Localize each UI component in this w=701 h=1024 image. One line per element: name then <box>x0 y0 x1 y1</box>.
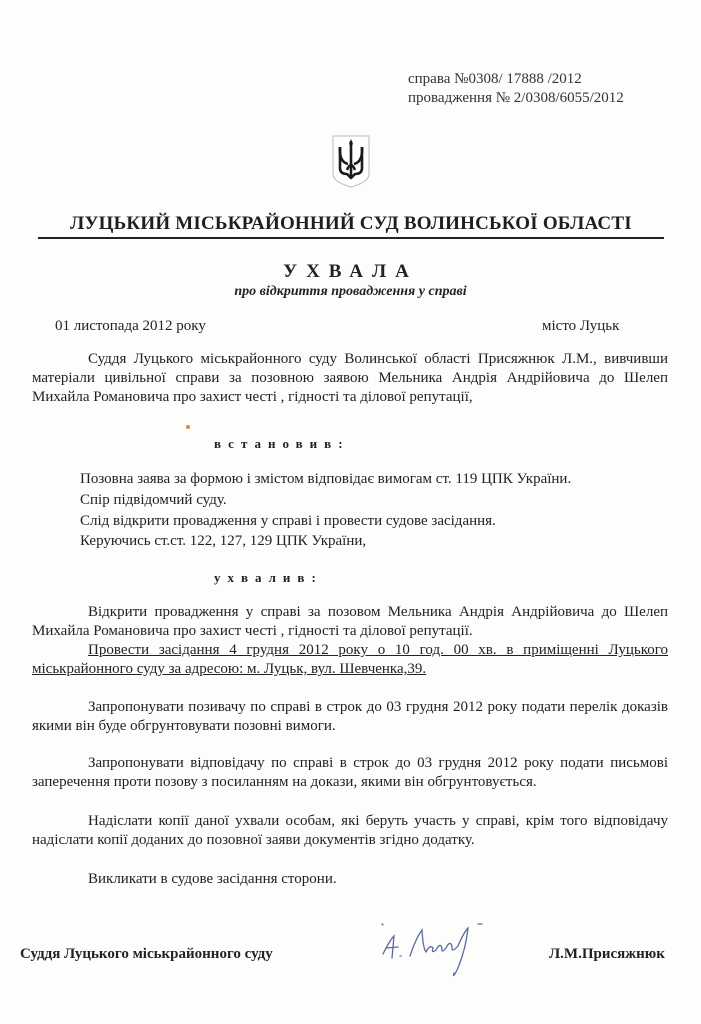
case-numbers <box>408 70 624 108</box>
hearing-text: Провести засідання 4 грудня 2012 року о 10 год. 00 хв. в приміщенні Луцького міськрайонного суду за адресою: м. Луцьк, вул. Шевченка,39. <box>32 642 668 677</box>
copies-text: Надіслати копії даної ухвали особам, які беруть участь у справі, крім того відповідачу надіслати копії доданих до позовної заяви документів згідно додатку. <box>32 813 668 848</box>
handwritten-signature <box>378 918 498 983</box>
document-subtitle: про відкриття провадження у справі <box>234 284 467 299</box>
established-line: Слід відкрити провадження у справі і провести судове засідання. <box>80 513 496 529</box>
trident-coat-of-arms-icon <box>331 134 371 189</box>
court-name: ЛУЦЬКИЙ МІСЬКРАЙОННИЙ СУД ВОЛИНСЬКОЇ ОБЛАСТІ <box>38 213 664 239</box>
ink-speck <box>186 425 190 429</box>
summon-paragraph <box>32 870 668 889</box>
plaintiff-text: Запропонувати позивачу по справі в строк до 03 грудня 2012 року подати перелік доказів якими він буде обгрунтовувати позовні вимоги. <box>32 699 668 734</box>
established-line: Позовна заява за формою і змістом відповідає вимогам ст. 119 ЦПК України. <box>80 471 572 487</box>
summon-text: Викликати в судове засідання сторони. <box>88 871 337 887</box>
ruled-heading: ухвалив: <box>214 570 323 585</box>
hearing-paragraph <box>32 641 668 679</box>
established-line: Керуючись ст.ст. 122, 127, 129 ЦПК України, <box>80 533 367 549</box>
judge-position: Суддя Луцького міськрайонного суду <box>20 946 273 962</box>
copies-paragraph <box>32 812 668 850</box>
defendant-paragraph <box>32 754 668 792</box>
document-city: місто Луцьк <box>542 318 620 334</box>
judge-name: Л.М.Присяжнюк <box>549 946 665 962</box>
established-heading: встановив: <box>214 436 350 451</box>
ruled-open-paragraph <box>32 603 668 641</box>
document-title: УХВАЛА <box>283 261 418 282</box>
document-date: 01 листопада 2012 року <box>55 318 206 334</box>
established-line: Спір підвідомчий суду. <box>80 492 227 508</box>
intro-text: Суддя Луцького міськрайонного суду Волинської області Присяжнюк Л.М., вивчивши матеріали цивільної справи за позовною заявою Мельника Андрія Андрійовича до Шелеп Михайла Романовича про захист честі , гідності та ділової репутації, <box>32 351 668 405</box>
intro-paragraph <box>32 350 668 407</box>
ruled-open-text: Відкрити провадження у справі за позовом Мельника Андрія Андрійовича до Шелеп Михайла Романовича про захист честі , гідності та ділової репутації. <box>32 604 668 639</box>
case-number: справа №0308/ 17888 /2012 <box>408 71 582 87</box>
plaintiff-paragraph <box>32 698 668 736</box>
proceeding-number: провадження № 2/0308/6055/2012 <box>408 90 624 106</box>
defendant-text: Запропонувати відповідачу по справі в строк до 03 грудня 2012 року подати письмові заперечення проти позову з посиланням на докази, якими він обгрунтовується. <box>32 755 668 790</box>
